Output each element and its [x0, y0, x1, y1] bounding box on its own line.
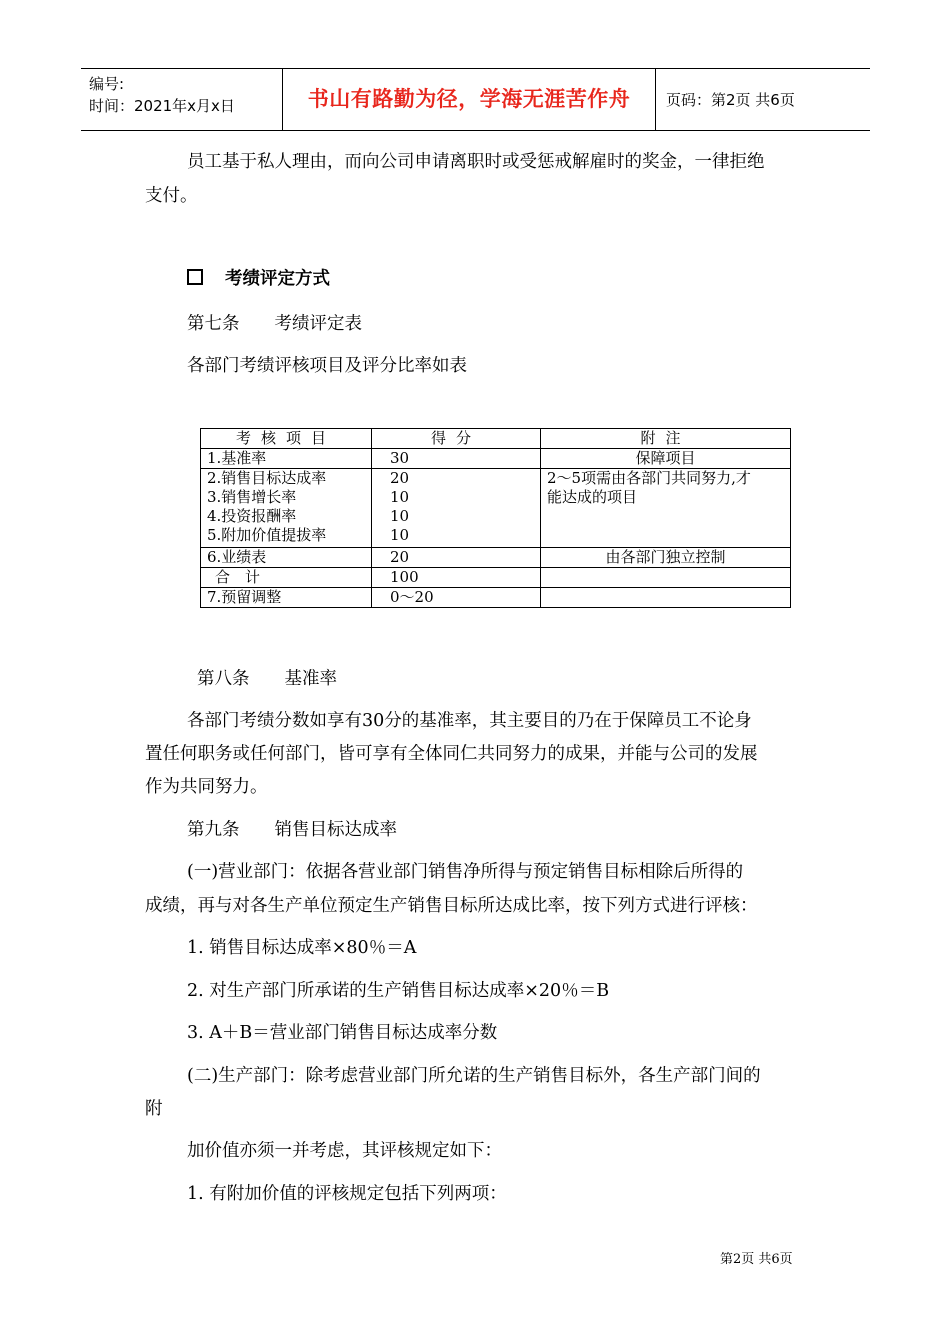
cell-score: 20 [390, 469, 410, 487]
article-title: 第八条 基准率 [197, 669, 337, 689]
cell-item: 4.投资报酬率 [207, 507, 297, 525]
paragraph-line: 成绩，再与对各生产单位预定生产销售目标所达成比率，按下列方式进行评核： [145, 896, 758, 916]
header-motto: 书山有路勤为径，学海无涯苦作舟 [307, 87, 631, 111]
list-item: 1. 有附加价值的评核规定包括下列两项： [187, 1184, 507, 1204]
cell-item: 7.预留调整 [201, 588, 372, 608]
table-row [201, 548, 791, 568]
table-row [201, 449, 791, 469]
paragraph-line: 员工基于私人理由，而向公司申请离职时或受惩戒解雇时的奖金，一律拒绝 [187, 152, 765, 172]
list-item: 3. A＋B＝营业部门销售目标达成率分数 [187, 1023, 498, 1043]
cell-item: 3.销售增长率 [207, 488, 297, 506]
cell-note: 由各部门独立控制 [541, 548, 791, 568]
cell-score: 10 [390, 526, 410, 544]
cell-score: 100 [372, 568, 541, 588]
section-title: 考绩评定方式 [225, 269, 330, 289]
col-header-score: 得分 [372, 429, 541, 449]
cell-note [541, 469, 791, 548]
cell-item: 6.业绩表 [201, 548, 372, 568]
cell-item: 5.附加价值提拔率 [207, 526, 327, 544]
table-row [201, 469, 791, 548]
col-header-item: 考核项目 [201, 429, 372, 449]
header-divider [655, 69, 656, 130]
paragraph-line: (一)营业部门：依据各营业部门销售净所得与预定销售目标相除后所得的 [187, 862, 744, 882]
cell-note: 保障项目 [541, 449, 791, 469]
col-header-note: 附注 [541, 429, 791, 449]
article-title: 第七条 考绩评定表 [187, 314, 362, 334]
page-header [81, 68, 870, 131]
cell-note [541, 568, 791, 588]
header-meta [89, 73, 235, 117]
paragraph-line: (二)生产部门：除考虑营业部门所允诺的生产销售目标外，各生产部门间的 [187, 1066, 761, 1086]
doc-number-label: 编号: [89, 75, 125, 93]
doc-time-label: 时间：2021年x月x日 [89, 97, 235, 115]
paragraph-line: 各部门考绩分数如享有30分的基准率，其主要目的乃在于保障员工不论身 [187, 711, 752, 731]
paragraph-line: 支付。 [145, 186, 198, 206]
cell-score: 20 [372, 548, 541, 568]
article-title: 第九条 销售目标达成率 [187, 820, 397, 840]
list-item: 2. 对生产部门所承诺的生产销售目标达成率×20％＝B [187, 981, 610, 1001]
list-item: 1. 销售目标达成率×80％＝A [187, 938, 417, 958]
paragraph-line: 加价值亦须一并考虑，其评核规定如下： [187, 1141, 502, 1161]
cell-note-line: 2～5项需由各部门共同努力,才 [547, 469, 751, 487]
table-row [201, 568, 791, 588]
cell-item: 合 计 [201, 568, 372, 588]
cell-score: 10 [390, 507, 410, 525]
cell-item: 1.基准率 [201, 449, 372, 469]
table-header-row [201, 429, 791, 449]
page-footer: 第2页 共6页 [720, 1252, 793, 1267]
paragraph-line: 各部门考绩评核项目及评分比率如表 [187, 356, 467, 376]
cell-note [541, 588, 791, 608]
checkbox-square-icon [187, 269, 203, 285]
score-table [200, 428, 791, 608]
paragraph-line: 附 [145, 1099, 163, 1119]
paragraph-line: 作为共同努力。 [145, 777, 268, 797]
header-page-label: 页码：第2页 共6页 [666, 91, 795, 109]
section-heading [187, 267, 330, 291]
cell-item: 2.销售目标达成率 [207, 469, 327, 487]
cell-score-group [372, 469, 541, 548]
paragraph-line: 置任何职务或任何部门，皆可享有全体同仁共同努力的成果，并能与公司的发展 [145, 744, 758, 764]
table-row [201, 588, 791, 608]
cell-note-line: 能达成的项目 [547, 488, 638, 506]
cell-item-group [201, 469, 372, 548]
cell-score: 0～20 [372, 588, 541, 608]
cell-score: 10 [390, 488, 410, 506]
cell-score: 30 [372, 449, 541, 469]
